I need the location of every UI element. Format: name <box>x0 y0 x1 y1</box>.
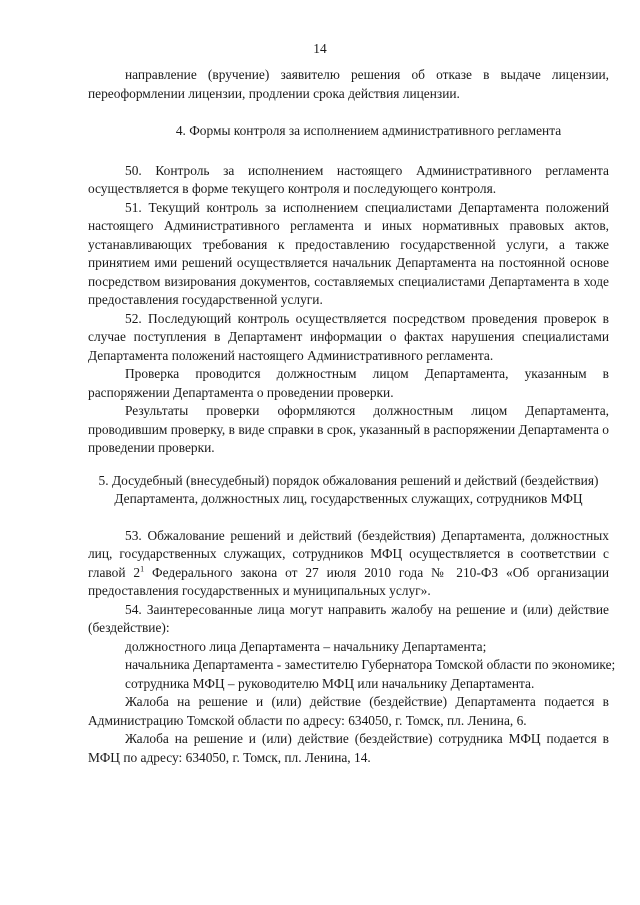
paragraph-52: 52. Последующий контроль осуществляется посредством проведения проверок в случае поступления в Департамент информации о фактах нарушения специалистами Департамента положений настоящего Административного регламента. <box>88 310 609 363</box>
complaint-recipient-3: сотрудника МФЦ – руководителю МФЦ или начальнику Департамента. <box>125 675 535 691</box>
paragraph-54-mfc-complaint: Жалоба на решение и (или) действие (бездействие) сотрудника МФЦ подается в МФЦ по адресу: 634050, г. Томск, пл. Ленина, 14. <box>88 731 609 765</box>
paragraph-50: 50. Контроль за исполнением настоящего Административного регламента осуществляется в форме текущего контроля и последующего контроля. <box>88 162 609 196</box>
intro-line-2: переоформлении лицензии, продлении срока действия лицензии. <box>88 85 460 101</box>
paragraph-54-department-complaint: Жалоба на решение и (или) действие (бездействие) Департамента подается в Администрацию Томской области по адресу: 634050, г. Томск, пл. Ленина, 6. <box>88 694 609 728</box>
section-5-title-line-2: Департамента, должностных лиц, государственных служащих, сотрудников МФЦ <box>114 491 583 506</box>
paragraph-53 <box>88 527 609 601</box>
paragraph-54: 54. Заинтересованные лица могут направить жалобу на решение и (или) действие (бездействие): <box>88 601 609 635</box>
paragraph-51: 51. Текущий контроль за исполнением специалистами Департамента положений настоящего Административного регламента и иных нормативных правовых актов, устанавливающих требования к предоставлению государственной услуги, а также принятием ими решений осуществляется начальник Департамента на постоянной основе посредством визирования документов, составляемых специалистами Департамента в ходе предоставления государственной услуги. <box>88 199 609 307</box>
paragraph-53-text-2: Федерального закона от 27 июля 2010 года № 210-ФЗ «Об организации предоставления государственных и муниципальных услуг». <box>88 564 610 598</box>
paragraph-52-results: Результаты проверки оформляются должностным лицом Департамента, проводившим проверку, в виде справки в срок, указанный в распоряжении Департамента о проведении проверки. <box>88 403 609 455</box>
page-number: 14 <box>313 41 327 56</box>
paragraph-52-check: Проверка проводится должностным лицом Департамента, указанным в распоряжении Департамента о проведении проверки. <box>88 366 609 400</box>
section-4-title: 4. Формы контроля за исполнением административного регламента <box>175 123 562 138</box>
paragraph-53-text-1: 53. Обжалование решений и действий (бездействия) Департамента, должностных лиц, государственных служащих, сотрудников МФЦ осуществляется в соответствии с главой 2 <box>88 527 609 580</box>
page-content <box>88 66 616 767</box>
section-5-title-line-1: 5. Досудебный (внесудебный) порядок обжалования решений и действий (бездействия) <box>98 472 599 488</box>
intro-line-1: направление (вручение) заявителю решения об отказе в выдаче лицензии, <box>125 67 609 82</box>
complaint-recipient-2: начальника Департамента - заместителю Губернатора Томской области по экономике; <box>125 657 616 672</box>
paragraph-53-superscript: 1 <box>140 564 145 574</box>
complaint-recipient-1: должностного лица Департамента – начальнику Департамента; <box>125 638 487 654</box>
